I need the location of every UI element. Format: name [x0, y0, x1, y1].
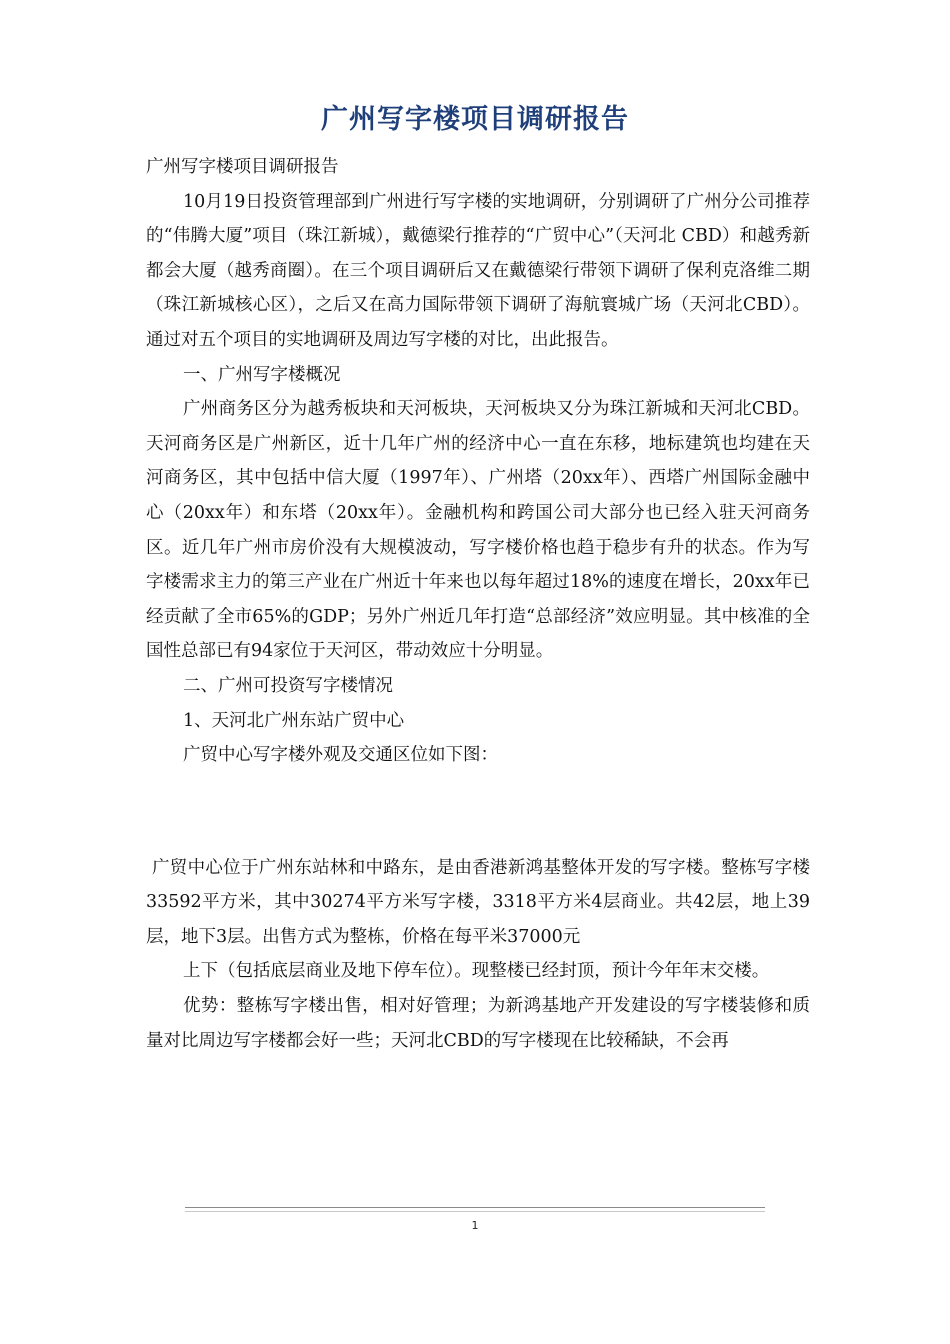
subsection-heading-guangmao: 1、天河北广州东站广贸中心	[183, 710, 405, 731]
section-heading-investable: 二、广州可投资写字楼情况	[183, 675, 393, 696]
paragraph-figure-caption: 广贸中心写字楼外观及交通区位如下图：	[183, 745, 498, 766]
document-body	[146, 150, 810, 1058]
figure-placeholder	[146, 773, 810, 851]
footer-divider	[185, 1207, 765, 1212]
paragraph-subtitle: 广州写字楼项目调研报告	[146, 157, 339, 177]
section-heading-overview: 一、广州写字楼概况	[183, 364, 341, 385]
paragraph-advantages: 优势：整栋写字楼出售，相对好管理；为新鸿基地产开发建设的写字楼装修和质量对比周边写字楼都会好一些；天河北CBD的写字楼现在比较稀缺，不会再	[146, 996, 810, 1051]
document-title: 广州写字楼项目调研报告	[321, 104, 629, 135]
page-number: 1	[471, 1219, 479, 1232]
paragraph-guangmao-status: 上下（包括底层商业及地下停车位）。现整楼已经封顶，预计今年年末交楼。	[183, 961, 770, 982]
paragraph-intro: 10月19日投资管理部到广州进行写字楼的实地调研，分别调研了广州分公司推荐的“伟腾大厦”项目（珠江新城），戴德梁行推荐的“广贸中心”（天河北 CBD）和越秀新都会大厦（越秀商圈）。在三个项目调研后又在戴德梁行带领下调研了保利克洛维二期（珠江新城核心区），之后又在高力国际带领下调研了海航寰城广场（天河北CBD）。通过对五个项目的实地调研及周边写字楼的对比，出此报告。	[146, 191, 810, 350]
paragraph-overview: 广州商务区分为越秀板块和天河板块，天河板块又分为珠江新城和天河北CBD。天河商务区是广州新区，近十几年广州的经济中心一直在东移，地标建筑也均建在天河商务区，其中包括中信大厦（1997年）、广州塔（20xx年）、西塔广州国际金融中心（20xx年）和东塔（20xx年）。金融机构和跨国公司大部分也已经入驻天河商务区。近几年广州市房价没有大规模波动，写字楼价格也趋于稳步有升的状态。作为写字楼需求主力的第三产业在广州近十年来也以每年超过18%的速度在增长，20xx年已经贡献了全市65%的GDP；另外广州近几年打造“总部经济”效应明显。其中核准的全国性总部已有94家位于天河区，带动效应十分明显。	[146, 399, 810, 662]
paragraph-guangmao-details: 广贸中心位于广州东站林和中路东，是由香港新鸿基整体开发的写字楼。整栋写字楼33592平方米，其中30274平方米写字楼，3318平方米4层商业。共42层，地上39层，地下3层。出售方式为整栋，价格在每平米37000元	[146, 857, 810, 947]
